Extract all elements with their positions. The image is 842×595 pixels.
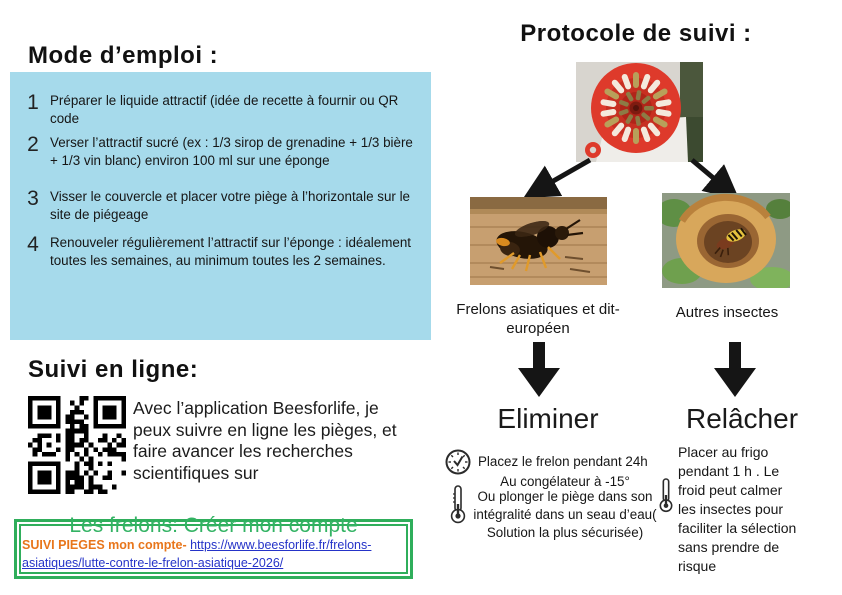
instructions-panel xyxy=(10,72,431,340)
step-number: 4 xyxy=(27,233,39,256)
step-number: 2 xyxy=(27,133,39,156)
qr-code xyxy=(28,396,126,494)
eliminate-detail-freezer: Au congélateur à -15° xyxy=(500,474,630,489)
step-4 xyxy=(16,234,420,269)
step-text: Renouveler régulièrement l’attractif sur l’éponge : idéalement toutes les semaines, au minimum toutes les 2 semaines. xyxy=(50,235,411,268)
suivi-en-ligne-title: Suivi en ligne: xyxy=(28,356,199,383)
other-insects-photo-image xyxy=(662,193,790,288)
step-number: 1 xyxy=(27,91,39,114)
step-1 xyxy=(16,92,420,127)
app-description-text: Avec l’application Beesforlife, je peux suivre en ligne les pièges, et faire avancer les recherches scientifiques sur xyxy=(133,398,397,483)
step-text: Préparer le liquide attractif (idée de recette à fournir ou QR code xyxy=(50,93,399,126)
other-insects-photo xyxy=(662,193,790,288)
step-2 xyxy=(16,134,420,169)
thermometer-icon xyxy=(658,477,674,513)
eliminate-detail-alt: Ou plonger le piège dans son intégralité dans un seau d’eau( Solution la plus sécurisée) xyxy=(473,489,657,540)
beesforlife-link[interactable]: https://www.beesforlife.fr/frelons-asiatiques/lutte-contre-le-frelon-asiatique-2026/ xyxy=(22,538,372,570)
down-arrow-eliminate xyxy=(516,342,562,398)
trap-photo xyxy=(576,62,703,162)
suivi-pieges-label: SUIVI PIEGES mon compte- xyxy=(22,538,187,552)
clock-icon xyxy=(444,448,472,476)
green-caption-text: Les frelons: Créer mon compte xyxy=(69,514,358,537)
step-text: Visser le couvercle et placer votre piège à l’horizontale sur le site de piégeage xyxy=(50,189,410,222)
release-detail: Placer au frigo pendant 1 h . Le froid peut calmer les insectes pour faciliter la sélection sans prendre de risque xyxy=(678,444,797,574)
mode-emploi-title: Mode d’emploi : xyxy=(28,42,219,69)
trap-photo-image xyxy=(576,62,703,162)
hornet-photo-image xyxy=(470,197,607,285)
hornet-photo xyxy=(470,197,607,285)
eliminate-heading: Eliminer xyxy=(497,403,599,434)
step-text: Verser l’attractif sucré (ex : 1/3 sirop de grenadine + 1/3 bière + 1/3 vin blanc) environ 100 ml sur une éponge xyxy=(50,135,413,168)
eliminate-detail-time: Placez le frelon pendant 24h xyxy=(478,454,648,469)
step-3 xyxy=(16,188,420,223)
qr-code-image xyxy=(28,396,126,494)
hornets-caption: Frelons asiatiques et dit-européen xyxy=(456,301,620,337)
protocole-title: Protocole de suivi : xyxy=(520,20,752,47)
others-caption: Autres insectes xyxy=(675,304,779,321)
tracking-link-line xyxy=(22,536,390,572)
step-number: 3 xyxy=(27,187,39,210)
release-heading: Relâcher xyxy=(685,403,799,434)
down-arrow-release xyxy=(712,342,758,398)
